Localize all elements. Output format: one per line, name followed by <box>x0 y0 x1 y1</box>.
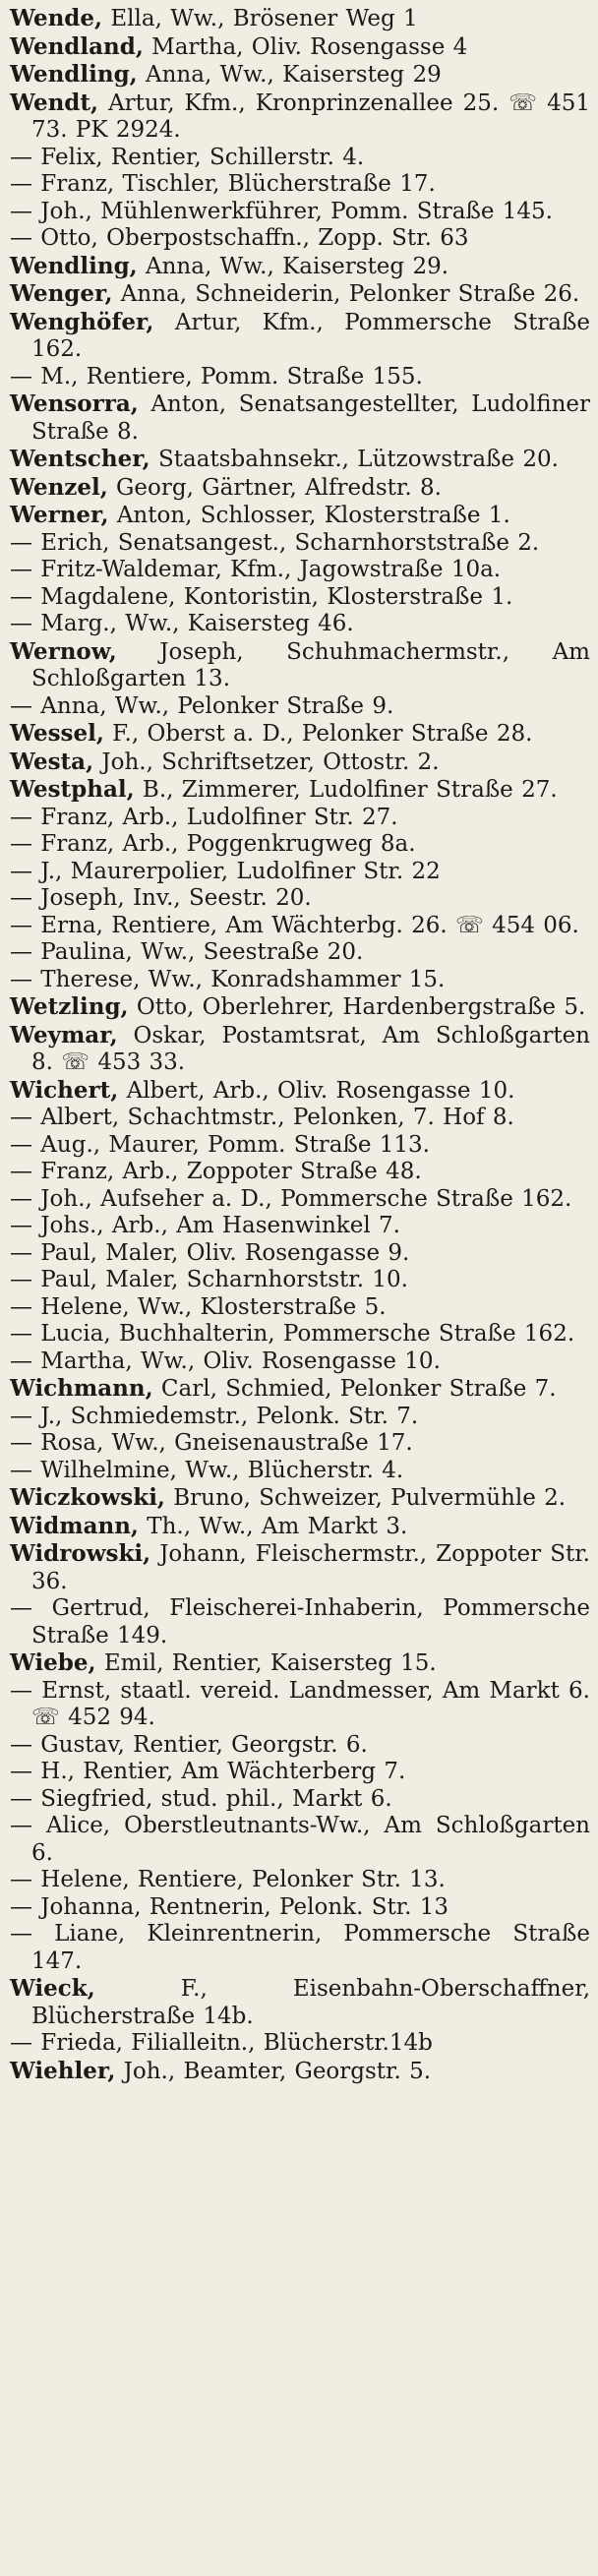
entry-details: — Siegfried, stud. phil., Markt 6. <box>10 1785 392 1812</box>
entry-details: — Magdalene, Kontoristin, Klosterstraße 1. <box>10 583 513 610</box>
entry-details: Anna, Ww., Kaisersteg 29 <box>137 62 442 88</box>
entry-details: — Paul, Maler, Oliv. Rosengasse 9. <box>10 1239 410 1266</box>
directory-entry <box>10 1132 590 1160</box>
entry-surname: Werner, <box>10 502 109 528</box>
directory-entry <box>10 1404 590 1431</box>
directory-entry <box>10 1484 590 1513</box>
entry-details: Johann, Fleischermstr., Zoppoter Str. 36. <box>31 1541 590 1594</box>
entry-surname: Wessel, <box>10 720 104 747</box>
entry-details: — Aug., Maurer, Pomm. Straße 113. <box>10 1131 430 1158</box>
entry-surname: Wenzel, <box>10 473 108 501</box>
entry-details: Ella, Ww., Brösener Weg 1 <box>102 6 418 31</box>
directory-entry <box>10 1975 590 2030</box>
entry-details: — Franz, Arb., Zoppoter Straße 48. <box>10 1159 422 1184</box>
entry-details: Joseph, Schuhmachermstr., Am Schloßgarten 13. <box>31 638 590 691</box>
entry-surname: Wendling, <box>10 252 138 279</box>
entry-surname: Widmann, <box>10 1512 139 1539</box>
entry-details: — J., Schmiedemstr., Pelonk. Str. 7. <box>10 1403 419 1429</box>
directory-entry <box>10 530 590 558</box>
directory-entry <box>10 1759 590 1786</box>
entry-surname: Weymar, <box>10 1021 118 1048</box>
directory-entry <box>10 1022 590 1077</box>
entry-surname: Wensorra, <box>10 390 139 417</box>
directory-entry <box>10 61 590 90</box>
directory-entry <box>10 145 590 172</box>
entry-details: — Helene, Rentiere, Pelonker Str. 13. <box>10 1867 446 1892</box>
entry-details: — Rosa, Ww., Gneisenaustraße 17. <box>10 1430 413 1456</box>
entry-details: — H., Rentier, Am Wächterberg 7. <box>10 1759 406 1784</box>
directory-entry <box>10 776 590 805</box>
entry-details: — Franz, Arb., Ludolfiner Str. 27. <box>10 804 398 830</box>
entry-details: Otto, Oberlehrer, Hardenbergstraße 5. <box>128 994 586 1020</box>
entry-surname: Wiczkowski, <box>10 1484 165 1511</box>
entry-details: Th., Ww., Am Markt 3. <box>138 1513 408 1539</box>
directory-entry <box>10 1375 590 1404</box>
entry-surname: Wende, <box>10 5 103 31</box>
directory-column <box>10 5 590 2085</box>
directory-entry <box>10 1732 590 1760</box>
entry-details: — Therese, Ww., Konradshammer 15. <box>10 966 446 992</box>
entry-details: Anton, Schlosser, Klosterstraße 1. <box>108 503 510 528</box>
directory-entry <box>10 1458 590 1485</box>
directory-entry <box>10 90 590 145</box>
directory-entry <box>10 1786 590 1814</box>
directory-entry <box>10 913 590 940</box>
directory-entry <box>10 309 590 364</box>
directory-entry <box>10 33 590 62</box>
entry-details: — Martha, Ww., Oliv. Rosengasse 10. <box>10 1348 441 1374</box>
directory-entry <box>10 1213 590 1240</box>
directory-entry <box>10 1077 590 1106</box>
entry-details: F., Eisenbahn-Oberschaffner, Blücherstraße 14b. <box>31 1976 590 2029</box>
entry-details: — Johanna, Rentnerin, Pelonk. Str. 13 <box>10 1893 449 1920</box>
entry-surname: Widrowski, <box>10 1540 151 1567</box>
entry-surname: Wichert, <box>10 1076 119 1104</box>
entry-details: Martha, Oliv. Rosengasse 4 <box>143 33 468 60</box>
entry-surname: Wetzling, <box>10 993 129 1020</box>
directory-entry <box>10 749 590 777</box>
entry-details: — Wilhelmine, Ww., Blücherstr. 4. <box>10 1457 404 1483</box>
entry-details: Anna, Schneiderin, Pelonker Straße 26. <box>112 281 580 307</box>
directory-entry <box>10 253 590 281</box>
entry-details: — Anna, Ww., Pelonker Straße 9. <box>10 692 394 719</box>
directory-entry <box>10 1321 590 1348</box>
directory-entry <box>10 2030 590 2058</box>
entry-details: — Erich, Senatsangest., Scharnhorststraße 2. <box>10 529 540 556</box>
directory-entry <box>10 611 590 638</box>
directory-entry <box>10 225 590 253</box>
entry-details: Joh., Beamter, Georgstr. 5. <box>115 2058 432 2084</box>
entry-surname: Wichmann, <box>10 1375 153 1402</box>
entry-details: Emil, Rentier, Kaisersteg 15. <box>95 1650 437 1676</box>
entry-surname: Wendling, <box>10 61 138 88</box>
directory-entry <box>10 199 590 226</box>
entry-details: Staatsbahnsekr., Lützowstraße 20. <box>150 447 559 472</box>
entry-details: Anton, Senatsangestellter, Ludolfiner Straße 8. <box>31 391 590 445</box>
entry-details: Joh., Schriftsetzer, Ottostr. 2. <box>93 749 440 775</box>
directory-entry <box>10 1348 590 1376</box>
directory-entry <box>10 171 590 199</box>
entry-details: — Joseph, Inv., Seestr. 20. <box>10 885 312 911</box>
directory-entry <box>10 474 590 503</box>
entry-surname: Wieck, <box>10 1975 95 2002</box>
entry-details: — Alice, Oberstleutnants-Ww., Am Schloßgarten 6. <box>10 1813 590 1866</box>
entry-surname: Wernow, <box>10 637 117 665</box>
entry-details: — Joh., Mühlenwerkführer, Pomm. Straße 145. <box>10 198 553 224</box>
entry-details: — Liane, Kleinrentnerin, Pommersche Straße 147. <box>10 1921 590 1974</box>
entry-surname: Wendland, <box>10 32 144 60</box>
directory-entry <box>10 1540 590 1595</box>
entry-details: — Ernst, staatl. vereid. Landmesser, Am Markt 6. ☏ 452 94. <box>10 1677 590 1730</box>
entry-details: — Helene, Ww., Klosterstraße 5. <box>10 1293 387 1320</box>
directory-entry <box>10 1813 590 1867</box>
entry-details: — J., Maurerpolier, Ludolfiner Str. 22 <box>10 858 441 884</box>
entry-details: — Marg., Ww., Kaisersteg 46. <box>10 611 354 636</box>
directory-entry <box>10 390 590 446</box>
directory-entry <box>10 805 590 832</box>
directory-entry <box>10 967 590 994</box>
directory-entry <box>10 364 590 391</box>
directory-entry <box>10 1267 590 1294</box>
directory-entry <box>10 1240 590 1268</box>
directory-entry <box>10 638 590 693</box>
directory-entry <box>10 720 590 749</box>
entry-details: — Joh., Aufseher a. D., Pommersche Straße 162. <box>10 1185 572 1212</box>
entry-details: — Franz, Arb., Poggenkrugweg 8a. <box>10 831 416 857</box>
entry-details: — Albert, Schachtmstr., Pelonken, 7. Hof 8. <box>10 1105 514 1130</box>
entry-details: — Felix, Rentier, Schillerstr. 4. <box>10 144 365 170</box>
entry-details: Oskar, Postamtsrat, Am Schloßgarten 8. ☏ 453 33. <box>31 1022 590 1075</box>
directory-entry <box>10 446 590 474</box>
entry-surname: Wendt, <box>10 89 99 116</box>
directory-entry <box>10 1595 590 1649</box>
directory-entry <box>10 885 590 913</box>
directory-entry <box>10 5 590 33</box>
entry-details: Artur, Kfm., Pommersche Straße 162. <box>31 309 590 362</box>
entry-details: — Paul, Maler, Scharnhorststr. 10. <box>10 1267 408 1292</box>
entry-details: — Gertrud, Fleischerei-Inhaberin, Pommersche Straße 149. <box>10 1595 590 1648</box>
entry-surname: Westa, <box>10 748 94 775</box>
entry-details: — Johs., Arb., Am Hasenwinkel 7. <box>10 1213 400 1238</box>
directory-entry <box>10 584 590 612</box>
entry-surname: Wiebe, <box>10 1649 96 1676</box>
entry-surname: Westphal, <box>10 776 135 803</box>
entry-details: — Frieda, Filialleitn., Blücherstr.14b <box>10 2030 433 2056</box>
directory-entry <box>10 280 590 309</box>
entry-details: F., Oberst a. D., Pelonker Straße 28. <box>103 721 533 747</box>
directory-entry <box>10 2058 590 2086</box>
directory-entry <box>10 502 590 530</box>
entry-details: — Erna, Rentiere, Am Wächterbg. 26. ☏ 454 06. <box>10 912 579 938</box>
entry-details: Bruno, Schweizer, Pulvermühle 2. <box>164 1485 567 1511</box>
entry-details: — Franz, Tischler, Blücherstraße 17. <box>10 171 436 197</box>
directory-entry <box>10 1867 590 1894</box>
entry-surname: Wenghöfer, <box>10 308 154 335</box>
entry-details: — M., Rentiere, Pomm. Straße 155. <box>10 363 423 389</box>
entry-details: B., Zimmerer, Ludolfiner Straße 27. <box>134 777 558 803</box>
directory-entry <box>10 1678 590 1732</box>
directory-entry <box>10 939 590 967</box>
directory-entry <box>10 1159 590 1186</box>
directory-entry <box>10 1430 590 1458</box>
directory-entry <box>10 1105 590 1132</box>
directory-entry <box>10 693 590 721</box>
directory-entry <box>10 993 590 1022</box>
entry-details: Georg, Gärtner, Alfredstr. 8. <box>107 474 442 501</box>
directory-entry <box>10 1921 590 1975</box>
directory-entry <box>10 1649 590 1678</box>
entry-surname: Wiehler, <box>10 2057 116 2084</box>
entry-details: — Fritz-Waldemar, Kfm., Jagowstraße 10a. <box>10 557 502 582</box>
entry-details: — Paulina, Ww., Seestraße 20. <box>10 939 364 965</box>
directory-entry <box>10 1513 590 1541</box>
entry-surname: Wenger, <box>10 280 113 307</box>
directory-entry <box>10 557 590 584</box>
entry-details: Albert, Arb., Oliv. Rosengasse 10. <box>118 1077 515 1104</box>
entry-details: Carl, Schmied, Pelonker Straße 7. <box>152 1376 557 1402</box>
entry-details: — Lucia, Buchhalterin, Pommersche Straße 162. <box>10 1321 575 1347</box>
directory-entry <box>10 831 590 859</box>
directory-entry <box>10 1294 590 1322</box>
directory-entry <box>10 1186 590 1214</box>
entry-details: — Gustav, Rentier, Georgstr. 6. <box>10 1731 368 1758</box>
directory-entry <box>10 859 590 886</box>
entry-surname: Wentscher, <box>10 446 150 472</box>
directory-entry <box>10 1894 590 1922</box>
entry-details: — Otto, Oberpostschaffn., Zopp. Str. 63 <box>10 225 469 251</box>
entry-details: Anna, Ww., Kaisersteg 29. <box>137 253 449 279</box>
entry-details: Artur, Kfm., Kronprinzenallee 25. ☏ 451 73. PK 2924. <box>31 90 590 143</box>
